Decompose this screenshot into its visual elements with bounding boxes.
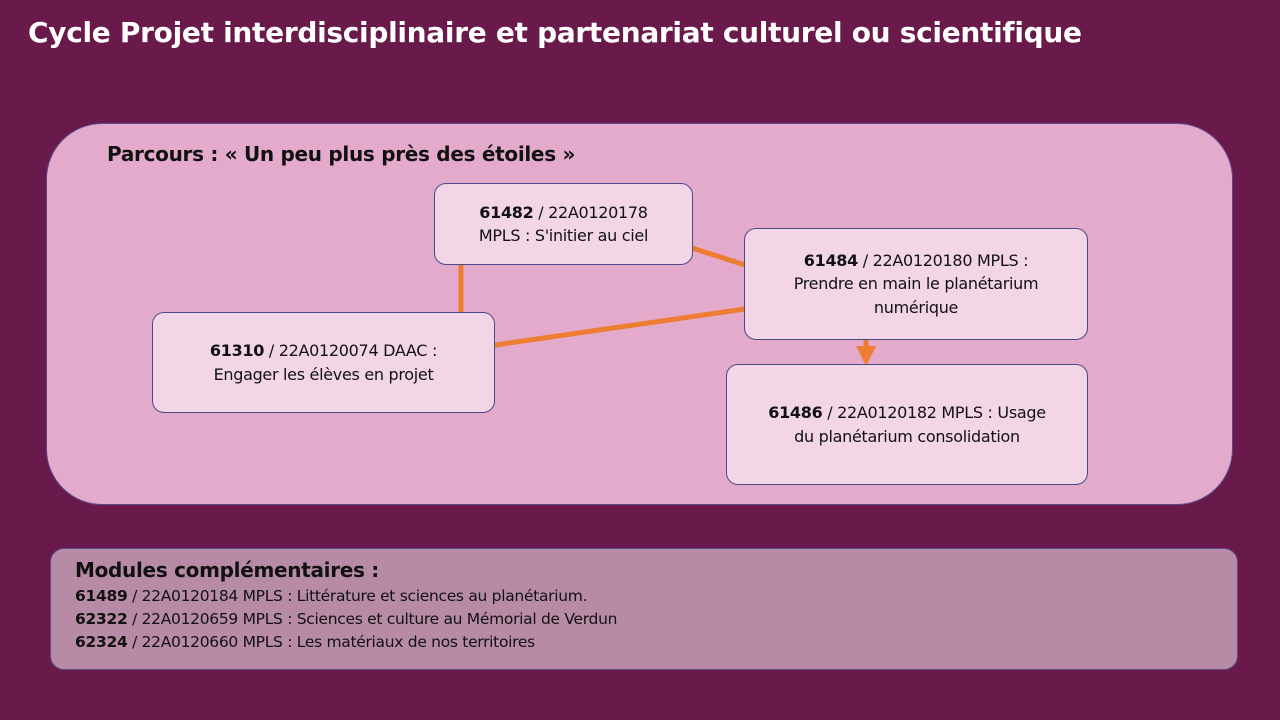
module-code: 62324 bbox=[75, 633, 128, 651]
module-code: 62322 bbox=[75, 610, 128, 628]
node-label: du planétarium consolidation bbox=[794, 426, 1020, 446]
node-61310 bbox=[152, 312, 495, 413]
parcours-heading: Parcours : « Un peu plus près des étoiles » bbox=[107, 142, 576, 166]
node-ref: / 22A0120182 MPLS : Usage bbox=[822, 403, 1046, 423]
node-61484 bbox=[744, 228, 1088, 340]
node-label-cont: numérique bbox=[873, 297, 959, 317]
node-label: MPLS : S'initier au ciel bbox=[478, 226, 649, 245]
connector-61482-61484 bbox=[692, 248, 745, 265]
node-ref: / 22A0120178 bbox=[533, 202, 648, 222]
node-code: 61482 bbox=[479, 202, 534, 222]
node-ref: / 22A0120074 DAAC : bbox=[264, 341, 438, 361]
connector-61310-61484 bbox=[495, 309, 745, 345]
module-text: / 22A0120659 MPLS : Sciences et culture au Mémorial de Verdun bbox=[127, 610, 618, 628]
node-label: Prendre en main le planétarium bbox=[793, 274, 1039, 294]
node-code: 61310 bbox=[209, 341, 265, 361]
module-code: 61489 bbox=[75, 587, 128, 605]
node-61482 bbox=[434, 183, 693, 265]
module-item bbox=[75, 610, 617, 628]
page-title: Cycle Projet interdisciplinaire et partenariat culturel ou scientifique bbox=[28, 16, 1082, 49]
node-ref: / 22A0120180 MPLS : bbox=[857, 251, 1029, 271]
module-item bbox=[75, 587, 587, 605]
module-text: / 22A0120184 MPLS : Littérature et sciences au planétarium. bbox=[127, 587, 588, 605]
node-label: Engager les élèves en projet bbox=[213, 364, 434, 384]
modules-heading: Modules complémentaires : bbox=[75, 558, 380, 582]
node-61486 bbox=[726, 364, 1088, 485]
module-item bbox=[75, 633, 535, 651]
node-code: 61486 bbox=[768, 403, 823, 423]
node-code: 61484 bbox=[803, 251, 858, 271]
module-text: / 22A0120660 MPLS : Les matériaux de nos territoires bbox=[127, 633, 535, 651]
